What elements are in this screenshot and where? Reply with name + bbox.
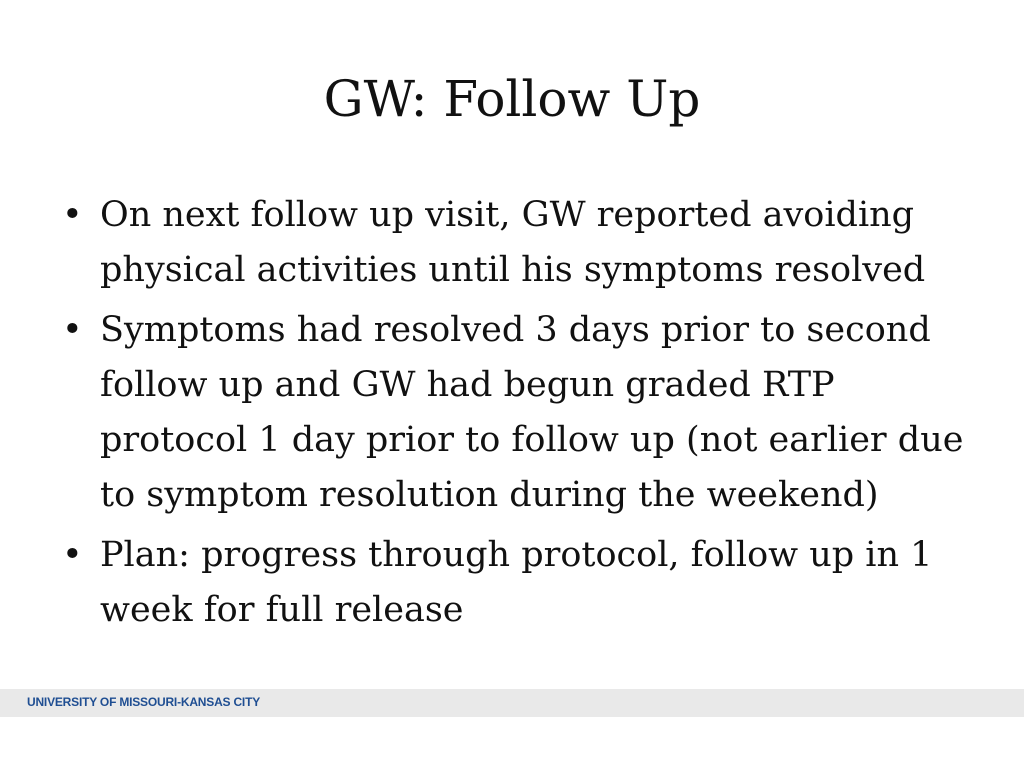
bullet-item: [60, 528, 980, 638]
bullet-item: [60, 188, 980, 298]
bullet-text: Symptoms had resolved 3 days prior to second follow up and GW had begun graded RTP protocol 1 day prior to follow up (not earlier due to symptom resolution during the weekend): [100, 310, 964, 515]
bullet-list: [60, 188, 980, 643]
bullet-dot-icon: •: [62, 310, 83, 350]
institution-logo-text: UNIVERSITY OF MISSOURI-KANSAS CITY: [27, 695, 261, 709]
bullet-dot-icon: •: [62, 195, 83, 235]
bullet-text: On next follow up visit, GW reported avoiding physical activities until his symptoms resolved: [100, 195, 926, 290]
bullet-item: [60, 303, 980, 523]
bullet-dot-icon: •: [62, 535, 83, 575]
bullet-text: Plan: progress through protocol, follow up in 1 week for full release: [100, 535, 933, 630]
slide-title: GW: Follow Up: [323, 70, 701, 128]
footer-bar: [0, 689, 1024, 717]
